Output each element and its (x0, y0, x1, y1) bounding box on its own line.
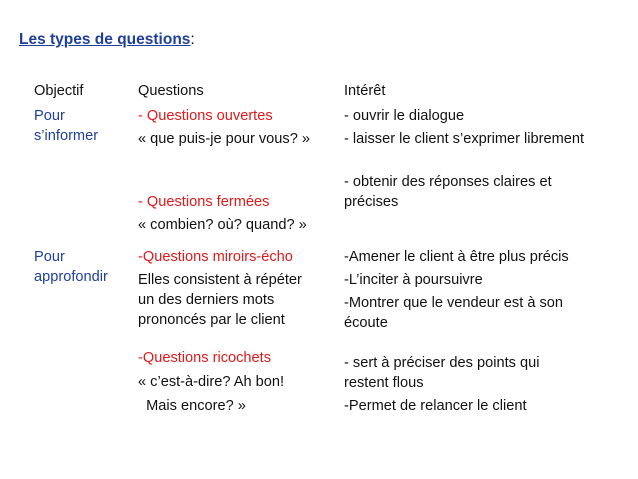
objectif-approfondir-line2: approfondir (34, 269, 108, 285)
interet-line: - obtenir des réponses claires et (344, 174, 552, 190)
question-example: Mais encore? » (138, 398, 246, 414)
interet-line: - ouvrir le dialogue (344, 108, 465, 124)
interet-line: -Permet de relancer le client (344, 398, 527, 414)
question-example: un des derniers mots (138, 292, 275, 308)
title-colon: : (190, 31, 195, 48)
interet-line: -Montrer que le vendeur est à son (344, 295, 564, 311)
question-example: prononcés par le client (138, 312, 285, 328)
header-questions: Questions (138, 83, 204, 99)
interet-line: -L’inciter à poursuivre (344, 272, 483, 288)
slide-title (19, 31, 195, 49)
question-example: « c’est-à-dire? Ah bon! (138, 374, 285, 390)
question-type-ricochets: -Questions ricochets (138, 350, 272, 366)
interet-line: - laisser le client s’exprimer librement (344, 131, 585, 147)
question-type-ouvertes: - Questions ouvertes (138, 108, 273, 124)
header-objectif: Objectif (34, 83, 84, 99)
question-type-fermees: - Questions fermées (138, 194, 270, 210)
objectif-informer-line2: s’informer (34, 128, 99, 144)
objectif-informer-line1: Pour (34, 108, 65, 124)
interet-line: -Amener le client à être plus précis (344, 249, 569, 265)
question-example: « combien? où? quand? » (138, 217, 307, 233)
objectif-approfondir-line1: Pour (34, 249, 65, 265)
interet-line: précises (344, 194, 399, 210)
interet-line: écoute (344, 315, 388, 331)
interet-line: restent flous (344, 375, 424, 391)
title-text: Les types de questions (19, 31, 191, 48)
header-interet: Intérêt (344, 83, 386, 99)
interet-line: - sert à préciser des points qui (344, 355, 540, 371)
question-type-miroirs-echo: -Questions miroirs-écho (138, 249, 293, 265)
question-example: « que puis-je pour vous? » (138, 131, 310, 147)
question-example: Elles consistent à répéter (138, 272, 302, 288)
